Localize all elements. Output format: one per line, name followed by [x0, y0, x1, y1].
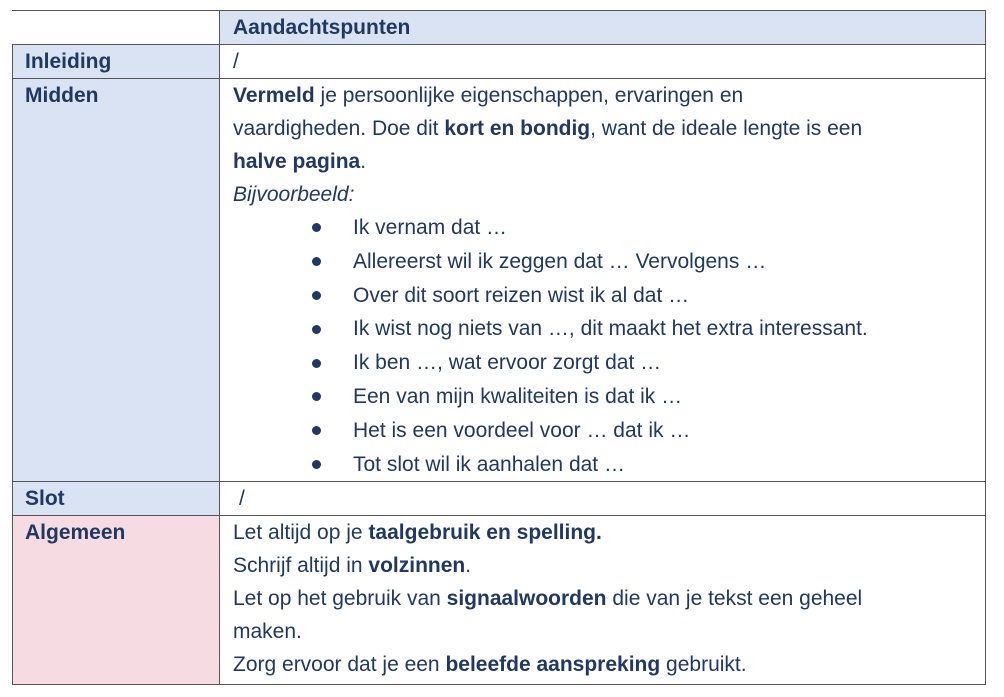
bullet-dot — [312, 223, 321, 232]
row-label-inleiding — [12, 45, 220, 78]
row-content-inleiding — [220, 45, 986, 78]
row-slot — [12, 481, 986, 515]
algemeen-line-2: Schrijf altijd in volzinnen. — [233, 554, 472, 577]
algemeen-line-4: maken. — [233, 620, 302, 643]
midden-line-3: halve pagina. — [233, 150, 367, 173]
midden-line-2: vaardigheden. Doe dit kort en bondig, want de ideale lengte is een — [233, 117, 863, 140]
bullet-dot — [312, 460, 321, 469]
bullet-dot — [312, 291, 321, 300]
bullet-dot — [312, 426, 321, 435]
list-item: Allereerst wil ik zeggen dat … Vervolgens … — [233, 245, 975, 279]
row-label-algemeen — [12, 516, 220, 684]
algemeen-line-1: Let altijd op je taalgebruik en spelling. — [233, 521, 602, 544]
bullet-dot — [312, 392, 321, 401]
midden-line-1: Vermeld je persoonlijke eigenschappen, ervaringen en — [233, 84, 744, 107]
example-list — [233, 211, 975, 481]
header-empty-cell — [12, 11, 220, 44]
row-algemeen — [12, 515, 986, 685]
bullet-dot — [312, 257, 321, 266]
list-item: Het is een voordeel voor … dat ik … — [233, 414, 975, 448]
row-inleiding — [12, 44, 986, 78]
algemeen-line-5: Zorg ervoor dat je een beleefde aanspreking gebruikt. — [233, 653, 747, 676]
row-midden — [12, 78, 986, 481]
list-item: Een van mijn kwaliteiten is dat ik … — [233, 380, 975, 414]
table-header-row — [12, 10, 986, 44]
algemeen-line-3: Let op het gebruik van signaalwoorden die van je tekst een geheel — [233, 587, 863, 610]
header-cell — [220, 11, 986, 44]
row-label-midden — [12, 79, 220, 481]
content-table — [12, 10, 986, 685]
list-item: Ik ben …, wat ervoor zorgt dat … — [233, 346, 975, 380]
list-item: Over dit soort reizen wist ik al dat … — [233, 279, 975, 313]
list-item: Ik wist nog niets van …, dit maakt het extra interessant. — [233, 312, 975, 346]
row-content-slot — [220, 482, 986, 515]
row-content-algemeen — [220, 516, 986, 684]
content-text: / — [239, 487, 245, 510]
content-text: / — [233, 50, 239, 73]
header-title: Aandachtspunten — [233, 16, 411, 39]
bullet-dot — [312, 325, 321, 334]
bullet-dot — [312, 359, 321, 368]
row-label-slot — [12, 482, 220, 515]
label-text: Algemeen — [25, 521, 126, 544]
label-text: Midden — [25, 84, 99, 107]
label-text: Inleiding — [25, 50, 112, 73]
row-content-midden — [220, 79, 986, 481]
list-item: Ik vernam dat … — [233, 211, 975, 245]
label-text: Slot — [25, 487, 65, 510]
list-item: Tot slot wil ik aanhalen dat … — [233, 448, 975, 482]
example-label: Bijvoorbeeld: — [233, 183, 355, 206]
